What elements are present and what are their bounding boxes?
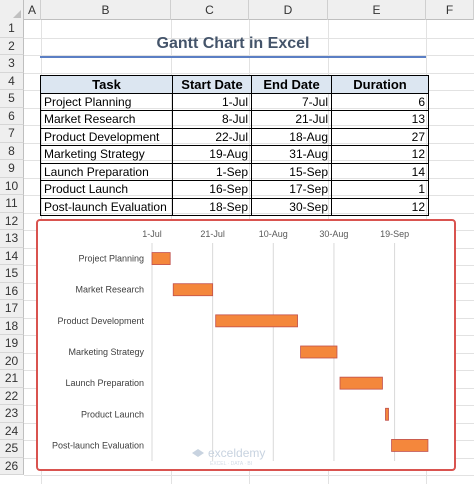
cell-task[interactable]: Marketing Strategy xyxy=(41,146,173,164)
table-row xyxy=(41,198,429,216)
row-header-20[interactable]: 20 xyxy=(0,353,24,371)
cell-start[interactable]: 18-Sep xyxy=(173,198,252,216)
cell-end[interactable]: 31-Aug xyxy=(252,146,332,164)
gantt-chart[interactable] xyxy=(36,219,456,471)
row-header-26[interactable]: 26 xyxy=(0,458,24,476)
cell-duration[interactable]: 13 xyxy=(332,111,429,129)
gantt-bar xyxy=(301,346,337,358)
cell-start[interactable]: 19-Aug xyxy=(173,146,252,164)
cell-start[interactable]: 1-Sep xyxy=(173,163,252,181)
y-category-label: Launch Preparation xyxy=(65,378,144,389)
row-header-24[interactable]: 24 xyxy=(0,423,24,441)
y-category-label: Post-launch Evaluation xyxy=(51,440,144,451)
select-all-corner[interactable] xyxy=(0,0,24,20)
cell-start[interactable]: 22-Jul xyxy=(173,128,252,146)
x-tick-label: 1-Jul xyxy=(142,229,162,239)
row-header-11[interactable]: 11 xyxy=(0,195,24,213)
x-tick-label: 21-Jul xyxy=(200,229,225,239)
cell-task[interactable]: Product Development xyxy=(41,128,173,146)
row-header-2[interactable]: 2 xyxy=(0,38,24,56)
cell-duration[interactable]: 6 xyxy=(332,93,429,111)
row-header-10[interactable]: 10 xyxy=(0,178,24,196)
row-header-1[interactable]: 1 xyxy=(0,20,24,38)
row-header-21[interactable]: 21 xyxy=(0,370,24,388)
header-start-date[interactable]: Start Date xyxy=(173,76,252,94)
row-header-8[interactable]: 8 xyxy=(0,143,24,161)
gantt-bar xyxy=(173,284,212,296)
table-header-row xyxy=(41,76,429,94)
watermark-tagline: EXCEL · DATA · BI xyxy=(210,461,253,467)
column-header-b[interactable]: B xyxy=(41,0,171,20)
cell-start[interactable]: 8-Jul xyxy=(173,111,252,129)
row-header-9[interactable]: 9 xyxy=(0,160,24,178)
table-row xyxy=(41,146,429,164)
table-row xyxy=(41,128,429,146)
row-header-5[interactable]: 5 xyxy=(0,90,24,108)
cell-task[interactable]: Product Launch xyxy=(41,181,173,199)
row-header-19[interactable]: 19 xyxy=(0,335,24,353)
column-header-c[interactable]: C xyxy=(171,0,249,20)
row-header-15[interactable]: 15 xyxy=(0,265,24,283)
table-row xyxy=(41,181,429,199)
column-header-d[interactable]: D xyxy=(249,0,328,20)
task-table xyxy=(40,75,429,216)
cell-duration[interactable]: 1 xyxy=(332,181,429,199)
cell-duration[interactable]: 12 xyxy=(332,198,429,216)
y-category-label: Product Development xyxy=(57,315,144,326)
row-header-13[interactable]: 13 xyxy=(0,230,24,248)
row-header-12[interactable]: 12 xyxy=(0,213,24,231)
gantt-bar xyxy=(152,253,170,265)
column-header-e[interactable]: E xyxy=(328,0,426,20)
gantt-chart-canvas xyxy=(38,221,454,469)
x-tick-label: 19-Sep xyxy=(380,229,410,239)
cell-duration[interactable]: 27 xyxy=(332,128,429,146)
cell-end[interactable]: 15-Sep xyxy=(252,163,332,181)
watermark-brand: exceldemy xyxy=(208,446,266,460)
cell-task[interactable]: Project Planning xyxy=(41,93,173,111)
row-header-23[interactable]: 23 xyxy=(0,405,24,423)
header-end-date[interactable]: End Date xyxy=(252,76,332,94)
column-header-a[interactable]: A xyxy=(24,0,41,20)
title-underline xyxy=(40,56,426,58)
sheet-title: Gantt Chart in Excel xyxy=(156,35,310,52)
row-header-17[interactable]: 17 xyxy=(0,300,24,318)
row-header-4[interactable]: 4 xyxy=(0,73,24,91)
x-tick-label: 10-Aug xyxy=(258,229,288,239)
row-header-14[interactable]: 14 xyxy=(0,248,24,266)
cell-end[interactable]: 18-Aug xyxy=(252,128,332,146)
watermark-logo xyxy=(192,446,265,467)
gantt-bar xyxy=(385,408,388,420)
gantt-bar xyxy=(340,377,382,389)
row-header-16[interactable]: 16 xyxy=(0,283,24,301)
row-header-7[interactable]: 7 xyxy=(0,125,24,143)
cell-end[interactable]: 17-Sep xyxy=(252,181,332,199)
row-header-18[interactable]: 18 xyxy=(0,318,24,336)
cell-end[interactable]: 30-Sep xyxy=(252,198,332,216)
cell-start[interactable]: 1-Jul xyxy=(173,93,252,111)
y-category-label: Marketing Strategy xyxy=(68,347,144,357)
table-row xyxy=(41,163,429,181)
x-tick-label: 30-Aug xyxy=(319,229,349,239)
cell-start[interactable]: 16-Sep xyxy=(173,181,252,199)
gantt-bar xyxy=(216,315,298,327)
y-category-label: Product Launch xyxy=(80,409,144,420)
cell-duration[interactable]: 14 xyxy=(332,163,429,181)
cell-task[interactable]: Post-launch Evaluation xyxy=(41,198,173,216)
y-category-label: Project Planning xyxy=(78,253,144,264)
row-header-3[interactable]: 3 xyxy=(0,55,24,73)
header-task[interactable]: Task xyxy=(41,76,173,94)
cell-task[interactable]: Launch Preparation xyxy=(41,163,173,181)
watermark-icon xyxy=(192,449,204,457)
cell-task[interactable]: Market Research xyxy=(41,111,173,129)
cell-end[interactable]: 21-Jul xyxy=(252,111,332,129)
y-category-label: Market Research xyxy=(75,284,144,295)
row-header-6[interactable]: 6 xyxy=(0,108,24,126)
row-header-25[interactable]: 25 xyxy=(0,440,24,458)
row-header-22[interactable]: 22 xyxy=(0,388,24,406)
cell-duration[interactable]: 12 xyxy=(332,146,429,164)
cell-end[interactable]: 7-Jul xyxy=(252,93,332,111)
gantt-bar xyxy=(392,439,428,451)
table-row xyxy=(41,93,429,111)
header-duration[interactable]: Duration xyxy=(332,76,429,94)
table-row xyxy=(41,111,429,129)
column-header-f[interactable]: F xyxy=(426,0,474,20)
